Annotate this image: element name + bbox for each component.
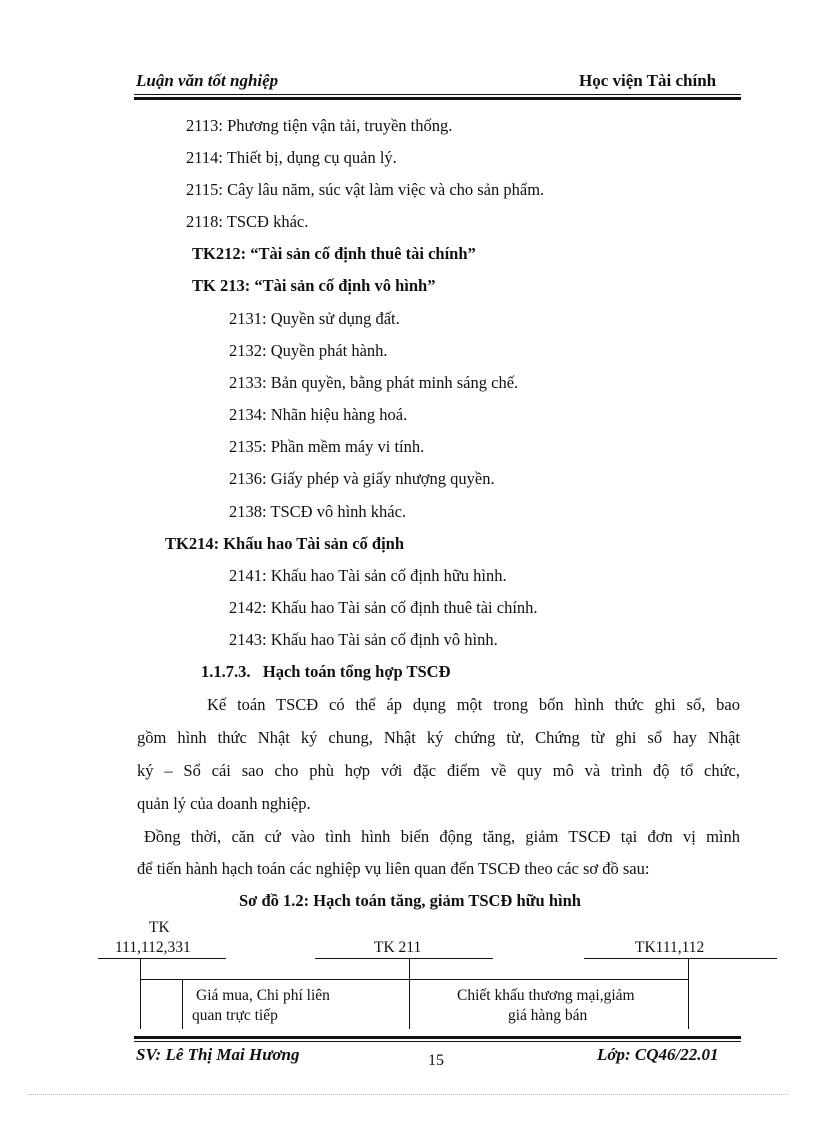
item-2113: 2113: Phương tiện vận tải, truyền thống. (186, 116, 453, 135)
header-rule-thick (134, 97, 741, 100)
diagram-title: Sơ đồ 1.2: Hạch toán tăng, giảm TSCĐ hữu hình (239, 891, 581, 910)
box-right-line2: giá hàng bán (508, 1007, 588, 1024)
item-2131: 2131: Quyền sử dụng đất. (229, 309, 400, 328)
paragraph1-line2: gồm hình thức Nhật ký chung, Nhật ký chứng từ, Chứng từ ghi sổ hay Nhật (137, 728, 740, 747)
item-2134: 2134: Nhãn hiệu hàng hoá. (229, 405, 408, 424)
footer-rule-thin (134, 1041, 741, 1042)
tk214-heading: TK214: Khấu hao Tài sản cố định (165, 534, 405, 553)
paragraph2-line1: Đồng thời, căn cứ vào tình hình biến động tăng, giảm TSCĐ tại đơn vị mình (144, 827, 740, 846)
box-right-line1: Chiết khấu thương mại,giảm (457, 987, 635, 1004)
paragraph2-line2: để tiến hành hạch toán các nghiệp vụ liên quan đến TSCĐ theo các sơ đồ sau: (137, 859, 650, 878)
center-account-hline (315, 958, 493, 959)
item-2142: 2142: Khấu hao Tài sản cố định thuê tài chính. (229, 598, 538, 617)
item-2118: 2118: TSCĐ khác. (186, 212, 309, 231)
footer-rule-thick (134, 1036, 741, 1039)
item-2114: 2114: Thiết bị, dụng cụ quản lý. (186, 148, 397, 167)
section-heading: 1.1.7.3. Hạch toán tổng hợp TSCĐ (201, 662, 451, 681)
left-account-vline (140, 959, 141, 1029)
right-account-hline (584, 958, 777, 959)
footer-student: SV: Lê Thị Mai Hương (136, 1045, 300, 1064)
item-2138: 2138: TSCĐ vô hình khác. (229, 502, 407, 521)
paragraph1-line1: Kế toán TSCĐ có thể áp dụng một trong bốn hình thức ghi sổ, bao (207, 695, 740, 714)
entry-row-line (140, 979, 689, 980)
center-account-label: TK 211 (374, 939, 422, 956)
page-bottom-dotted-line (28, 1094, 788, 1095)
left-account-hline (98, 958, 226, 959)
header-left: Luận văn tốt nghiệp (136, 71, 279, 90)
tk212-heading: TK212: “Tài sản cố định thuê tài chính” (192, 244, 476, 263)
item-2136: 2136: Giấy phép và giấy nhượng quyền. (229, 469, 495, 488)
left-account-label-2: 111,112,331 (115, 939, 191, 956)
tk213-heading: TK 213: “Tài sản cố định vô hình” (192, 276, 436, 295)
item-2141: 2141: Khấu hao Tài sản cố định hữu hình. (229, 566, 507, 585)
center-account-vline (409, 959, 410, 1029)
paragraph1-line3: ký – Sổ cái sao cho phù hợp với đặc điểm về quy mô và trình độ tổ chức, (137, 761, 740, 780)
item-2115: 2115: Cây lâu năm, súc vật làm việc và cho sản phẩm. (186, 180, 545, 199)
footer-page-number: 15 (428, 1052, 444, 1069)
item-2132: 2132: Quyền phát hành. (229, 341, 388, 360)
paragraph1-line4: quản lý của doanh nghiệp. (137, 794, 311, 813)
right-account-vline (688, 959, 689, 1029)
left-account-label-1: TK (149, 919, 170, 936)
box-left-line2: quan trực tiếp (192, 1007, 278, 1024)
item-2143: 2143: Khấu hao Tài sản cố định vô hình. (229, 630, 498, 649)
left-entry-divider (182, 979, 183, 1029)
footer-class: Lớp: CQ46/22.01 (597, 1045, 719, 1064)
header-right: Học viện Tài chính (579, 71, 717, 90)
header-rule-thin (134, 94, 741, 95)
right-account-label: TK111,112 (635, 939, 705, 956)
box-left-line1: Giá mua, Chi phí liên (196, 987, 330, 1004)
item-2135: 2135: Phần mềm máy vi tính. (229, 437, 425, 456)
item-2133: 2133: Bản quyền, bằng phát minh sáng chế. (229, 373, 519, 392)
